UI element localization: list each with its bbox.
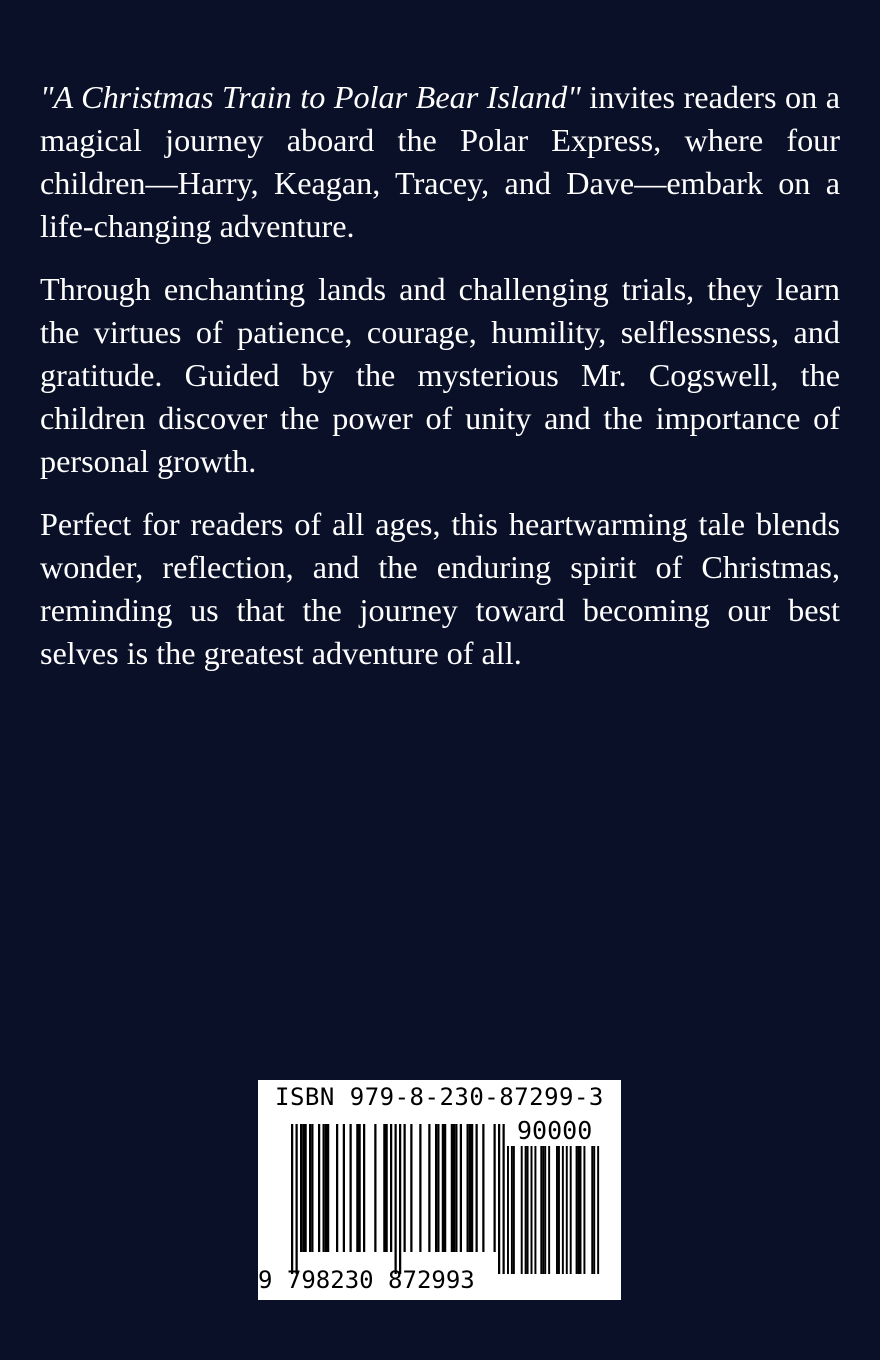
barcode-bar [494, 1124, 496, 1252]
barcode-bar [410, 1124, 412, 1252]
barcode-bar [323, 1124, 325, 1252]
barcode-bar [359, 1124, 361, 1252]
addon-bar [556, 1146, 558, 1274]
addon-bar [525, 1146, 527, 1274]
barcode-bar [300, 1124, 302, 1252]
book-title-italic: "A Christmas Train to Polar Bear Island" [40, 79, 581, 115]
barcode-bar [399, 1124, 401, 1274]
addon-bar [558, 1146, 560, 1274]
addon-bar [527, 1146, 529, 1274]
barcode-bar [356, 1124, 358, 1252]
addon-bar [562, 1146, 564, 1274]
addon-bar [576, 1146, 578, 1274]
addon-bar [531, 1146, 533, 1274]
addon-bar [578, 1146, 580, 1274]
barcode-bar [437, 1124, 439, 1252]
isbn-barcode [258, 1080, 621, 1300]
addon-bar [534, 1146, 536, 1274]
description-paragraph-1-text: invites readers on a magical journey aboard the Polar Express, where four children—Harry, Keagan, Tracey, and Dave—embark on a life-changing adventure. [40, 79, 841, 244]
barcode-bar [336, 1124, 338, 1252]
barcode-bar [455, 1124, 457, 1252]
barcode-bar [305, 1124, 307, 1252]
description-paragraph-1 [40, 76, 840, 248]
barcode-bar [363, 1124, 365, 1252]
addon-bar [511, 1146, 513, 1274]
addon-bar [580, 1146, 582, 1274]
barcode-bar [476, 1124, 478, 1252]
barcode-bar [453, 1124, 455, 1252]
barcode-bar [444, 1124, 446, 1252]
barcode-bar [302, 1124, 304, 1252]
addon-bar [597, 1146, 599, 1274]
addon-bar [591, 1146, 593, 1274]
ean-digits: 9 798230 872993 [258, 1266, 475, 1294]
barcode-bar [435, 1124, 437, 1252]
addon-bar [507, 1146, 509, 1274]
barcode-bar [296, 1124, 298, 1274]
addon-bar [513, 1146, 515, 1274]
barcode-bar [451, 1124, 453, 1252]
barcode-bar [383, 1124, 385, 1252]
barcode-bar [404, 1124, 406, 1252]
barcode-bar [469, 1124, 471, 1252]
barcode-bar [291, 1124, 293, 1274]
barcode-bar [318, 1124, 320, 1252]
description-paragraph-2: Through enchanting lands and challenging trials, they learn the virtues of patience, courage, humility, selflessness, and gratitude. Guided by the mysterious Mr. Cogswell, the children discover the power of unity and the importance of personal growth. [40, 271, 840, 479]
barcode-bar [325, 1124, 327, 1252]
book-description [40, 76, 840, 695]
barcode-bar [390, 1124, 392, 1252]
addon-bar [593, 1146, 595, 1274]
barcode-bar [471, 1124, 473, 1252]
addon-bar [540, 1146, 542, 1274]
barcode-bar [482, 1124, 484, 1252]
addon-bar [566, 1146, 568, 1274]
barcode-bar [498, 1124, 500, 1274]
barcode-bar [311, 1124, 313, 1252]
addon-bar [521, 1146, 523, 1274]
addon-bar [542, 1146, 544, 1274]
addon-bar [583, 1146, 585, 1274]
barcode-bar [467, 1124, 469, 1252]
price-code: 90000 [517, 1116, 593, 1145]
addon-bar [570, 1146, 572, 1274]
barcode-bar [442, 1124, 444, 1252]
addon-bar [544, 1146, 546, 1274]
barcode-bar [503, 1124, 505, 1274]
barcode-bar [395, 1124, 397, 1274]
barcode-bar [374, 1124, 376, 1252]
barcode-bar [386, 1124, 388, 1252]
barcode-bar [460, 1124, 462, 1252]
barcode-bar [309, 1124, 311, 1252]
barcode-bar [327, 1124, 329, 1252]
barcode-bar [343, 1124, 345, 1252]
barcode-bar [419, 1124, 421, 1252]
description-paragraph-3: Perfect for readers of all ages, this heartwarming tale blends wonder, reflection, and the enduring spirit of Christmas, reminding us that the journey toward becoming our best selves is the greatest adventure of all. [40, 506, 840, 671]
isbn-label: ISBN 979-8-230-87299-3 [275, 1083, 604, 1111]
barcode-bar [350, 1124, 352, 1252]
addon-bar [548, 1146, 550, 1274]
barcode-bar [428, 1124, 430, 1252]
